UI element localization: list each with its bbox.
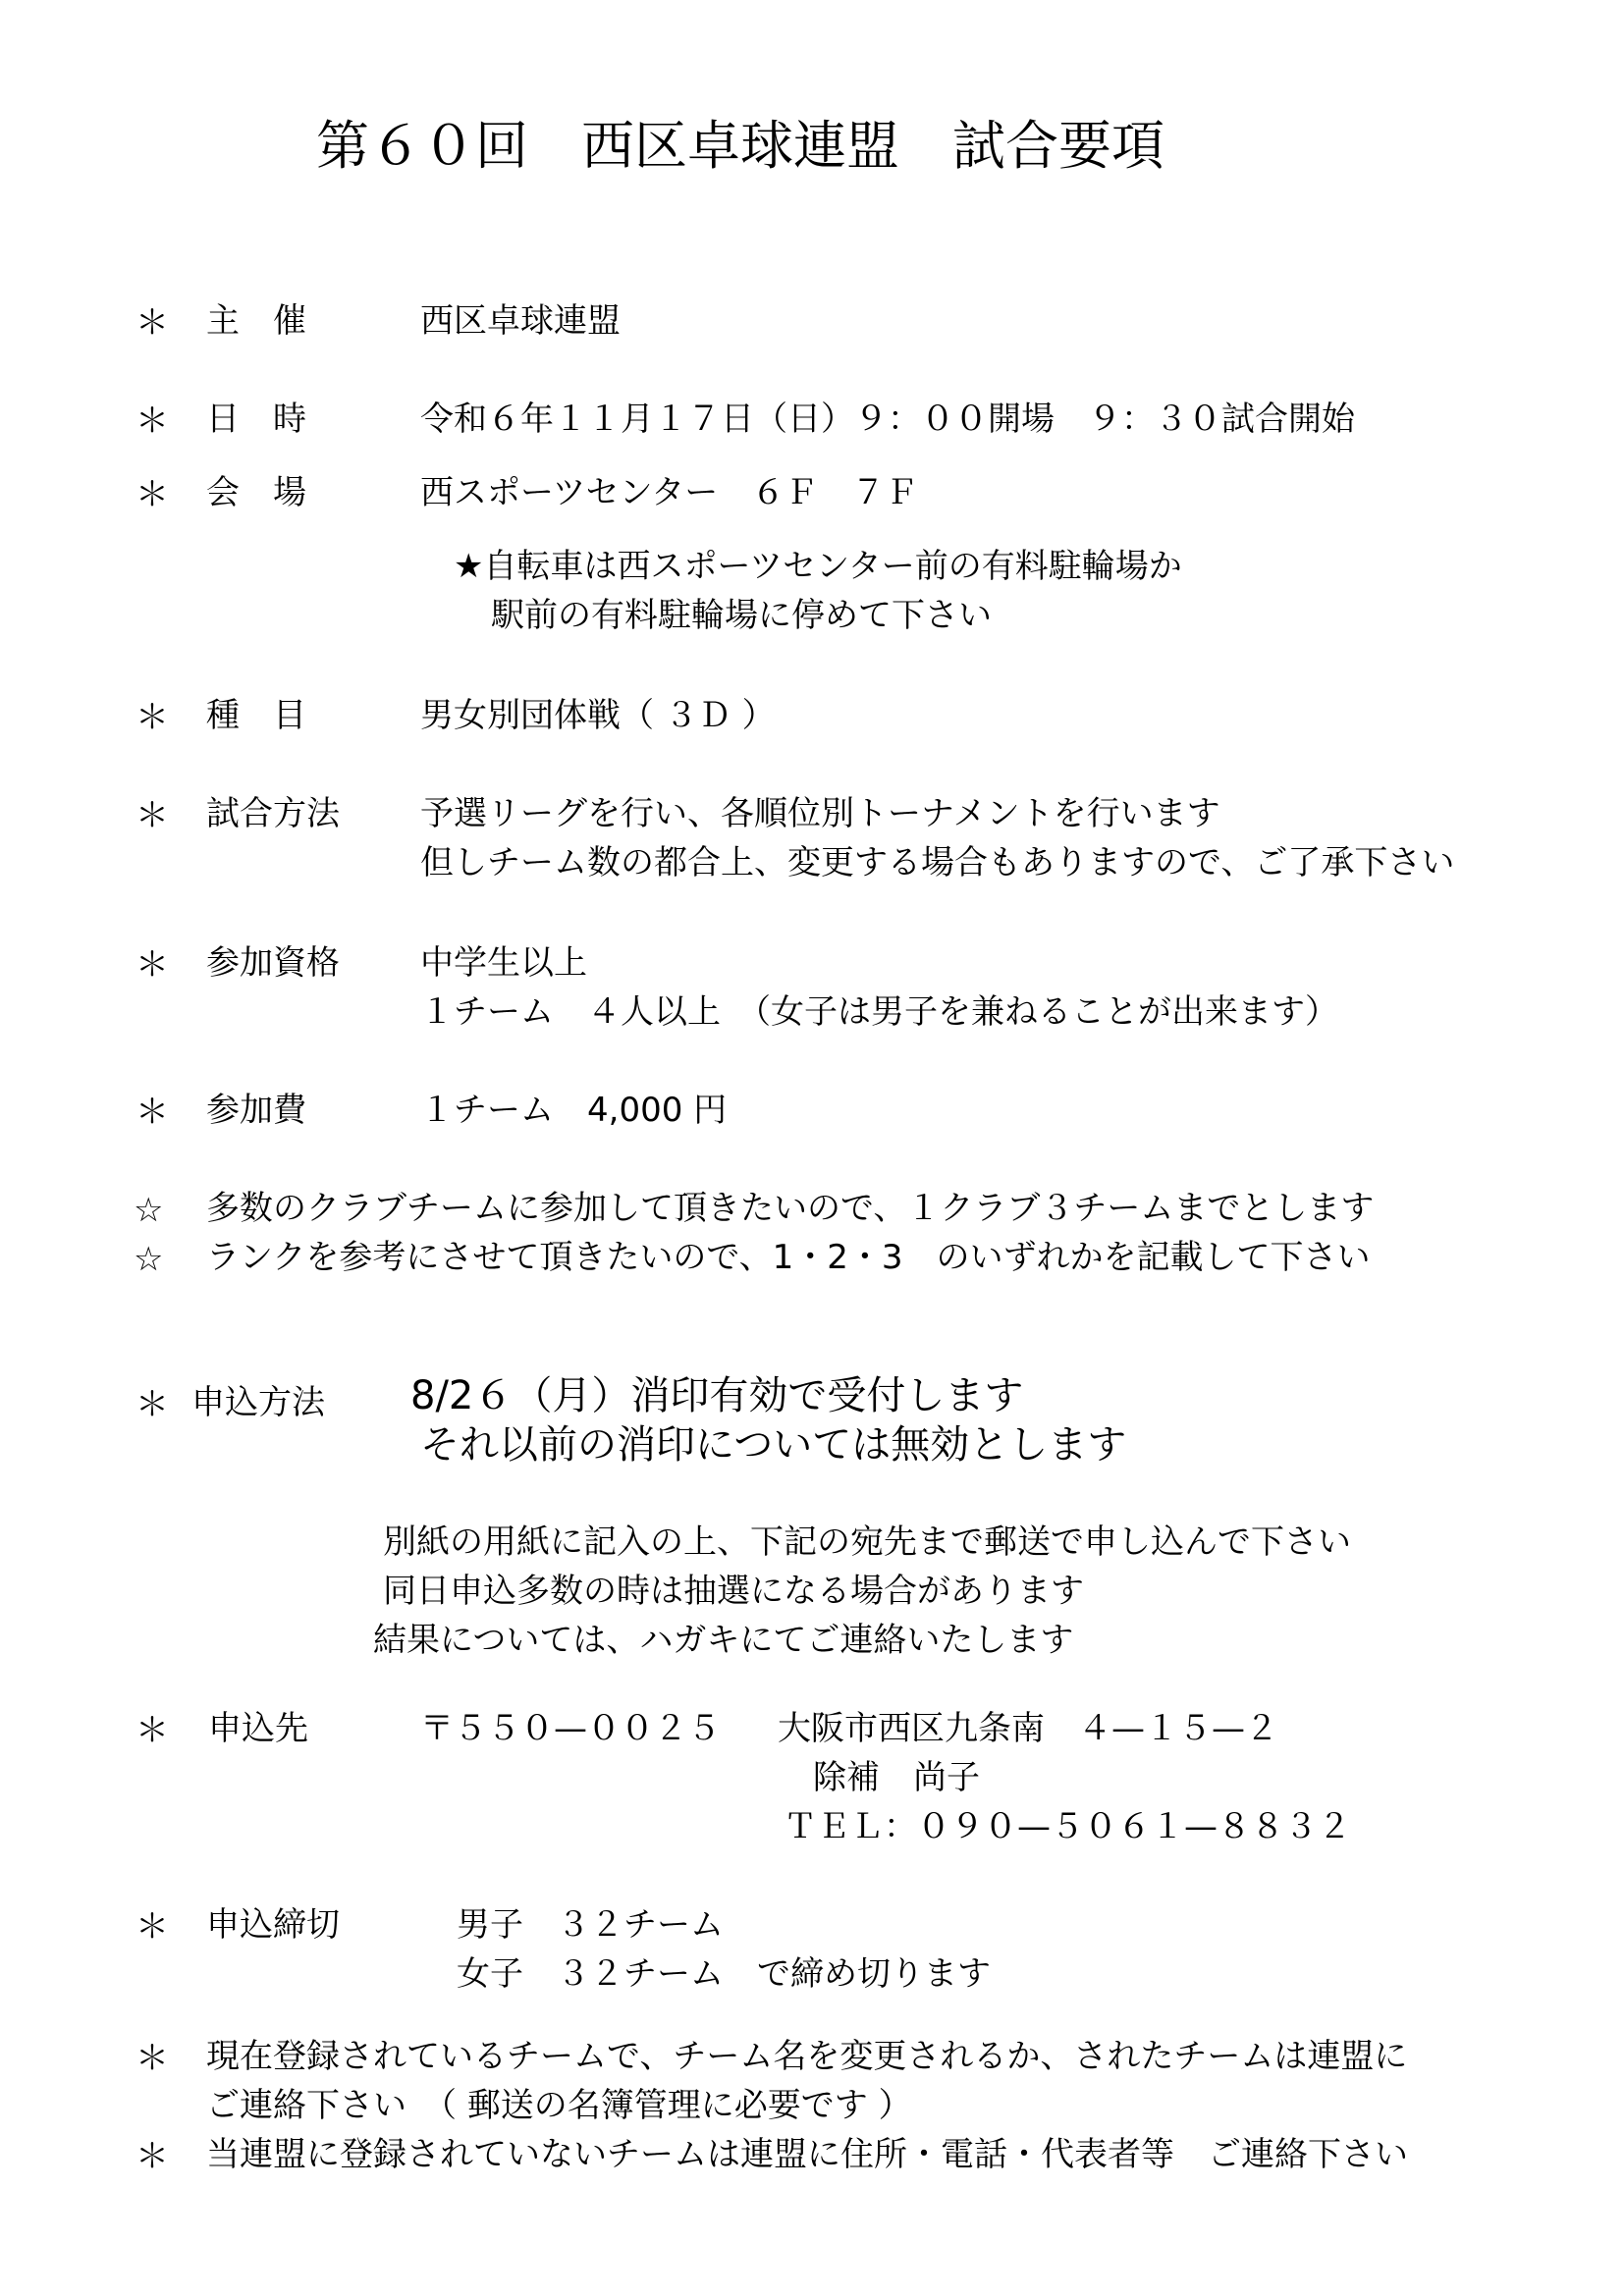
application-line1: 別紙の用紙に記入の上、下記の宛先まで郵送で申し込んで下さい — [383, 1522, 1351, 1562]
application-line2: 同日申込多数の時は抽選になる場合があります — [383, 1572, 1084, 1611]
notes-line2: ランクを参考にさせて頂きたいので、1・2・3 のいずれかを記載して下さい — [206, 1238, 1371, 1277]
bullet-asterisk: ＊ — [135, 1385, 169, 1424]
eligibility-line2: １チーム ４人以上 （女子は男子を兼ねることが出来ます） — [420, 992, 1338, 1032]
bullet-asterisk: ＊ — [135, 1907, 169, 1947]
host-label: 主 催 — [206, 301, 306, 341]
event-value: 男女別団体戦（ ３Ｄ ） — [420, 696, 776, 735]
application-line3: 結果については、ハガキにてご連絡いたします — [373, 1621, 1074, 1660]
bullet-star-outline: ☆ — [134, 1191, 164, 1230]
method-label: 試合方法 — [206, 794, 340, 833]
footer-line1: 現在登録されているチームで、チーム名を変更されるか、されたチームは連盟に — [206, 2037, 1408, 2076]
bullet-asterisk: ＊ — [135, 475, 169, 514]
address-telephone: ＴＥＬ：０９０—５０６１—８８３２ — [784, 1807, 1351, 1846]
method-line1: 予選リーグを行い、各順位別トーナメントを行います — [420, 794, 1220, 833]
bullet-asterisk: ＊ — [135, 303, 169, 343]
bullet-asterisk: ＊ — [135, 1711, 169, 1750]
address-zip: 〒５５０—００２５ — [420, 1709, 721, 1748]
bullet-asterisk: ＊ — [135, 698, 169, 737]
address-contact-name: 除補 尚子 — [813, 1758, 980, 1797]
footer-line2: ご連絡下さい （ 郵送の名簿管理に必要です ） — [206, 2086, 912, 2125]
address-label: 申込先 — [208, 1709, 308, 1748]
bullet-asterisk: ＊ — [135, 796, 169, 835]
bullet-asterisk: ＊ — [135, 2039, 169, 2078]
bullet-star-outline: ☆ — [134, 1240, 164, 1279]
venue-note-line2: 駅前の有料駐輪場に停めて下さい — [491, 596, 992, 635]
footer-line3: 当連盟に登録されていないチームは連盟に住所・電話・代表者等 ご連絡下さい — [206, 2135, 1408, 2174]
fee-label: 参加費 — [206, 1091, 306, 1130]
deadline-label: 申込締切 — [206, 1905, 340, 1945]
bullet-asterisk: ＊ — [135, 2137, 169, 2176]
application-big-line1: 8/2６（月）消印有効で受付します — [410, 1373, 1024, 1418]
host-value: 西区卓球連盟 — [420, 301, 621, 341]
venue-label: 会 場 — [206, 473, 306, 512]
datetime-value: 令和６年１１月１７日（日）９：００開場 ９：３０試合開始 — [420, 400, 1355, 439]
bullet-asterisk: ＊ — [135, 401, 169, 441]
bullet-asterisk: ＊ — [135, 945, 169, 985]
address-street: 大阪市西区九条南 ４—１５—２ — [778, 1709, 1278, 1748]
method-line2: 但しチーム数の都合上、変更する場合もありますので、ご了承下さい — [420, 843, 1455, 882]
application-label: 申込方法 — [191, 1383, 325, 1422]
deadline-men: 男子 ３２チーム — [457, 1905, 724, 1945]
eligibility-label: 参加資格 — [206, 943, 340, 983]
venue-value: 西スポーツセンター ６Ｆ ７Ｆ — [420, 473, 919, 512]
datetime-label: 日 時 — [206, 400, 306, 439]
event-label: 種 目 — [206, 696, 306, 735]
document-title: 第６０回 西区卓球連盟 試合要項 — [316, 115, 1164, 177]
deadline-women: 女子 ３２チーム で締め切ります — [457, 1954, 991, 1994]
bullet-asterisk: ＊ — [135, 1093, 169, 1132]
venue-note-line1: ★自転車は西スポーツセンター前の有料駐輪場か — [454, 547, 1182, 586]
eligibility-line1: 中学生以上 — [420, 943, 587, 983]
application-big-line2: それ以前の消印については無効とします — [420, 1422, 1127, 1468]
notes-line1: 多数のクラブチームに参加して頂きたいので、１クラブ３チームまでとします — [206, 1189, 1375, 1228]
fee-value: １チーム 4,000 円 — [420, 1091, 728, 1130]
